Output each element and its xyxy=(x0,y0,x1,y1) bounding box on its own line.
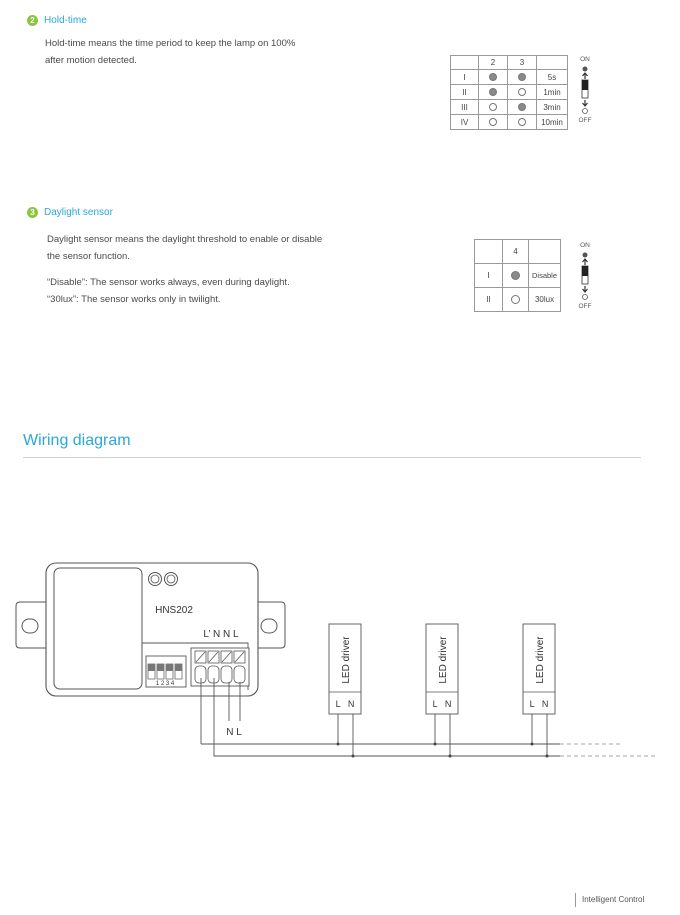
led-driver xyxy=(329,624,361,758)
led-driver xyxy=(523,624,555,758)
switch-on-label: ON xyxy=(580,242,590,249)
row-label: I xyxy=(475,264,503,288)
header-cell: 2 xyxy=(479,56,508,70)
header-cell xyxy=(529,240,561,264)
table-row xyxy=(475,264,561,288)
hold-time-description xyxy=(45,35,295,69)
terminal-labels: L’ N N L xyxy=(203,629,239,640)
header-cell xyxy=(537,56,568,70)
hold-time-title-row xyxy=(27,15,87,26)
dip-cell xyxy=(479,115,508,130)
step-badge: 2 xyxy=(27,15,38,26)
row-label: I xyxy=(451,70,479,85)
row-value: 1min xyxy=(537,85,568,100)
driver-label: LED driver xyxy=(341,636,352,684)
footer-text: Intelligent Control xyxy=(582,895,645,904)
hold-time-dip-table xyxy=(450,55,568,130)
driver-terminals: L N xyxy=(529,699,549,709)
indicator-led xyxy=(149,573,162,586)
table-row xyxy=(451,115,568,130)
header-cell: 3 xyxy=(508,56,537,70)
daylight-title-row xyxy=(27,207,113,218)
row-label: II xyxy=(451,85,479,100)
left-mounting-slot xyxy=(22,619,38,633)
led-driver xyxy=(426,624,458,758)
dip-switch-legend xyxy=(575,56,595,124)
wiring-heading: Wiring diagram xyxy=(23,432,131,449)
header-cell xyxy=(451,56,479,70)
driver-terminals: L N xyxy=(432,699,452,709)
dip-cell xyxy=(508,85,537,100)
dip-on-icon xyxy=(511,271,520,280)
row-value: 3min xyxy=(537,100,568,115)
dip-cell xyxy=(479,100,508,115)
dip-cell xyxy=(508,100,537,115)
heading-divider xyxy=(23,457,641,458)
table-row xyxy=(451,85,568,100)
daylight-description xyxy=(47,231,322,308)
dip-numbers: 1 2 3 4 xyxy=(155,681,175,687)
switch-off-label: OFF xyxy=(578,117,592,124)
row-label: III xyxy=(451,100,479,115)
dip-cell xyxy=(479,70,508,85)
dip-switch-legend xyxy=(575,242,595,310)
row-value: 5s xyxy=(537,70,568,85)
row-value: Disable xyxy=(529,264,561,288)
dip-cell xyxy=(503,264,529,288)
row-value: 10min xyxy=(537,115,568,130)
dip-on-icon xyxy=(489,88,497,96)
row-value: 30lux xyxy=(529,288,561,312)
mains-labels: N L xyxy=(226,727,242,738)
dip-on-icon xyxy=(518,103,526,111)
driver-label: LED driver xyxy=(438,636,449,684)
description-line: “30lux”: The sensor works only in twilight. xyxy=(47,294,221,305)
footer-divider xyxy=(575,893,576,907)
description-line: Daylight sensor means the daylight threshold to enable or disable xyxy=(47,234,323,245)
daylight-dip-table xyxy=(474,239,561,312)
table-row xyxy=(451,70,568,85)
switch-off-label: OFF xyxy=(578,303,592,310)
row-label: IV xyxy=(451,115,479,130)
indicator-led xyxy=(165,573,178,586)
driver-label: LED driver xyxy=(535,636,546,684)
row-label: II xyxy=(475,288,503,312)
dip-cell xyxy=(503,288,529,312)
driver-terminals: L N xyxy=(335,699,355,709)
switch-on-label: ON xyxy=(580,56,590,63)
dip-on-icon xyxy=(489,73,497,81)
daylight-title: Daylight sensor xyxy=(44,207,113,218)
dip-off-icon xyxy=(511,295,520,304)
description-line: the sensor function. xyxy=(47,251,130,262)
header-cell xyxy=(475,240,503,264)
dip-cell xyxy=(479,85,508,100)
dip-off-icon xyxy=(489,103,497,111)
dip-off-icon xyxy=(518,88,526,96)
table-row xyxy=(451,100,568,115)
dip-on-icon xyxy=(518,73,526,81)
description-line: after motion detected. xyxy=(45,55,137,66)
dip-off-icon xyxy=(489,118,497,126)
dip-off-icon xyxy=(518,118,526,126)
wiring-diagram xyxy=(0,540,680,780)
sensor-lens-window xyxy=(54,568,142,689)
description-line: “Disable”: The sensor works always, even during daylight. xyxy=(47,277,290,288)
header-cell: 4 xyxy=(503,240,529,264)
hold-time-title: Hold-time xyxy=(44,15,87,26)
table-row xyxy=(475,288,561,312)
dip-cell xyxy=(508,70,537,85)
description-line: Hold-time means the time period to keep the lamp on 100% xyxy=(45,38,296,49)
right-mounting-slot xyxy=(261,619,277,633)
dip-switch-icon xyxy=(575,249,595,305)
step-badge: 3 xyxy=(27,207,38,218)
dip-cell xyxy=(508,115,537,130)
dip-switch-icon xyxy=(575,63,595,119)
device-name: HNS202 xyxy=(155,605,193,616)
